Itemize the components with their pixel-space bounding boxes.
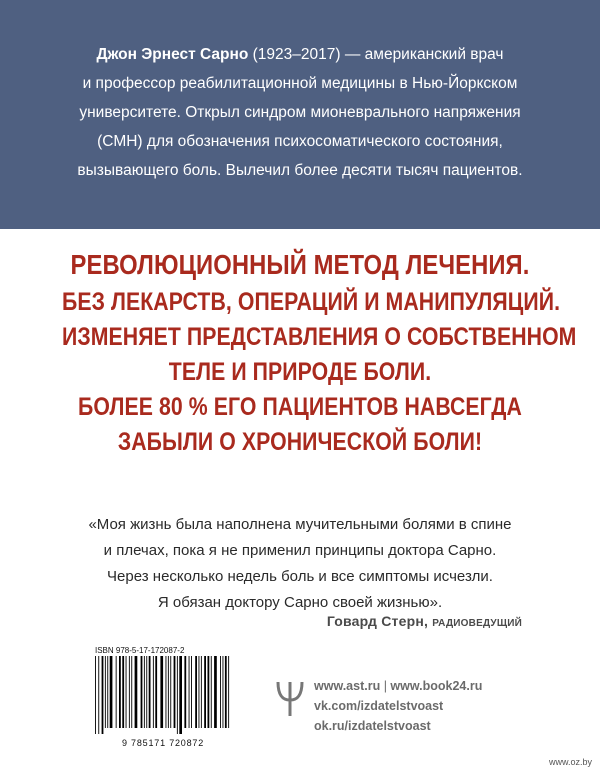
headline-line-2: БЕЗ ЛЕКАРСТВ, ОПЕРАЦИЙ И МАНИПУЛЯЦИЙ. — [62, 288, 561, 316]
headline-line-1: РЕВОЛЮЦИОННЫЙ МЕТОД ЛЕЧЕНИЯ. — [70, 249, 530, 280]
link-vk[interactable]: vk.com/izdatelstvoast — [314, 699, 444, 713]
publisher-links — [314, 676, 482, 736]
barcode — [93, 656, 233, 734]
bio-line-4: (СМН) для обозначения психосоматического состояния, — [97, 133, 503, 150]
promo-headline — [62, 245, 577, 460]
bio-line-1: (1923–2017) — американский врач — [248, 46, 504, 63]
link-ast[interactable]: www.ast.ru — [314, 679, 381, 693]
barcode-number: 9 785171 720872 — [121, 738, 205, 748]
quote-attribution — [327, 613, 522, 629]
bio-line-2: и профессор реабилитационной медицины в Нью-Йоркском — [82, 75, 518, 92]
quote-line-4: Я обязан доктору Сарно своей жизнью». — [157, 594, 443, 611]
isbn-label: ISBN 978-5-17-172087-2 — [95, 646, 185, 655]
bio-line-3: университете. Открыл синдром мионеврального напряжения — [79, 104, 521, 121]
quote-line-3: Через несколько недель боль и все симптомы исчезли. — [107, 568, 493, 585]
quote-line-2: и плечах, пока я не применил принципы доктора Сарно. — [103, 542, 497, 559]
publisher-logo-icon — [275, 678, 305, 718]
testimonial-quote — [40, 512, 560, 616]
headline-line-6: ЗАБЫЛИ О ХРОНИЧЕСКОЙ БОЛИ! — [117, 428, 483, 456]
watermark: www.oz.by — [548, 757, 592, 767]
headline-line-3: ИЗМЕНЯЕТ ПРЕДСТАВЛЕНИЯ О СОБСТВЕННОМ — [62, 323, 577, 351]
author-bio — [40, 40, 560, 185]
bio-line-5: вызывающего боль. Вылечил более десяти тысяч пациентов. — [77, 162, 523, 179]
quote-author: Говард Стерн, — [326, 613, 433, 629]
link-ok[interactable]: ok.ru/izdatelstvoast — [314, 719, 431, 733]
link-separator: | — [380, 679, 391, 693]
headline-line-4: ТЕЛЕ И ПРИРОДЕ БОЛИ. — [168, 358, 432, 386]
quote-line-1: «Моя жизнь была наполнена мучительными болями в спине — [88, 516, 512, 533]
headline-line-5: БОЛЕЕ 80 % ЕГО ПАЦИЕНТОВ НАВСЕГДА — [78, 393, 522, 421]
author-bio-band — [0, 0, 600, 229]
quote-author-role: радиоведущий — [432, 613, 522, 629]
link-book24[interactable]: www.book24.ru — [390, 679, 483, 693]
author-name: Джон Эрнест Сарно — [96, 46, 249, 63]
